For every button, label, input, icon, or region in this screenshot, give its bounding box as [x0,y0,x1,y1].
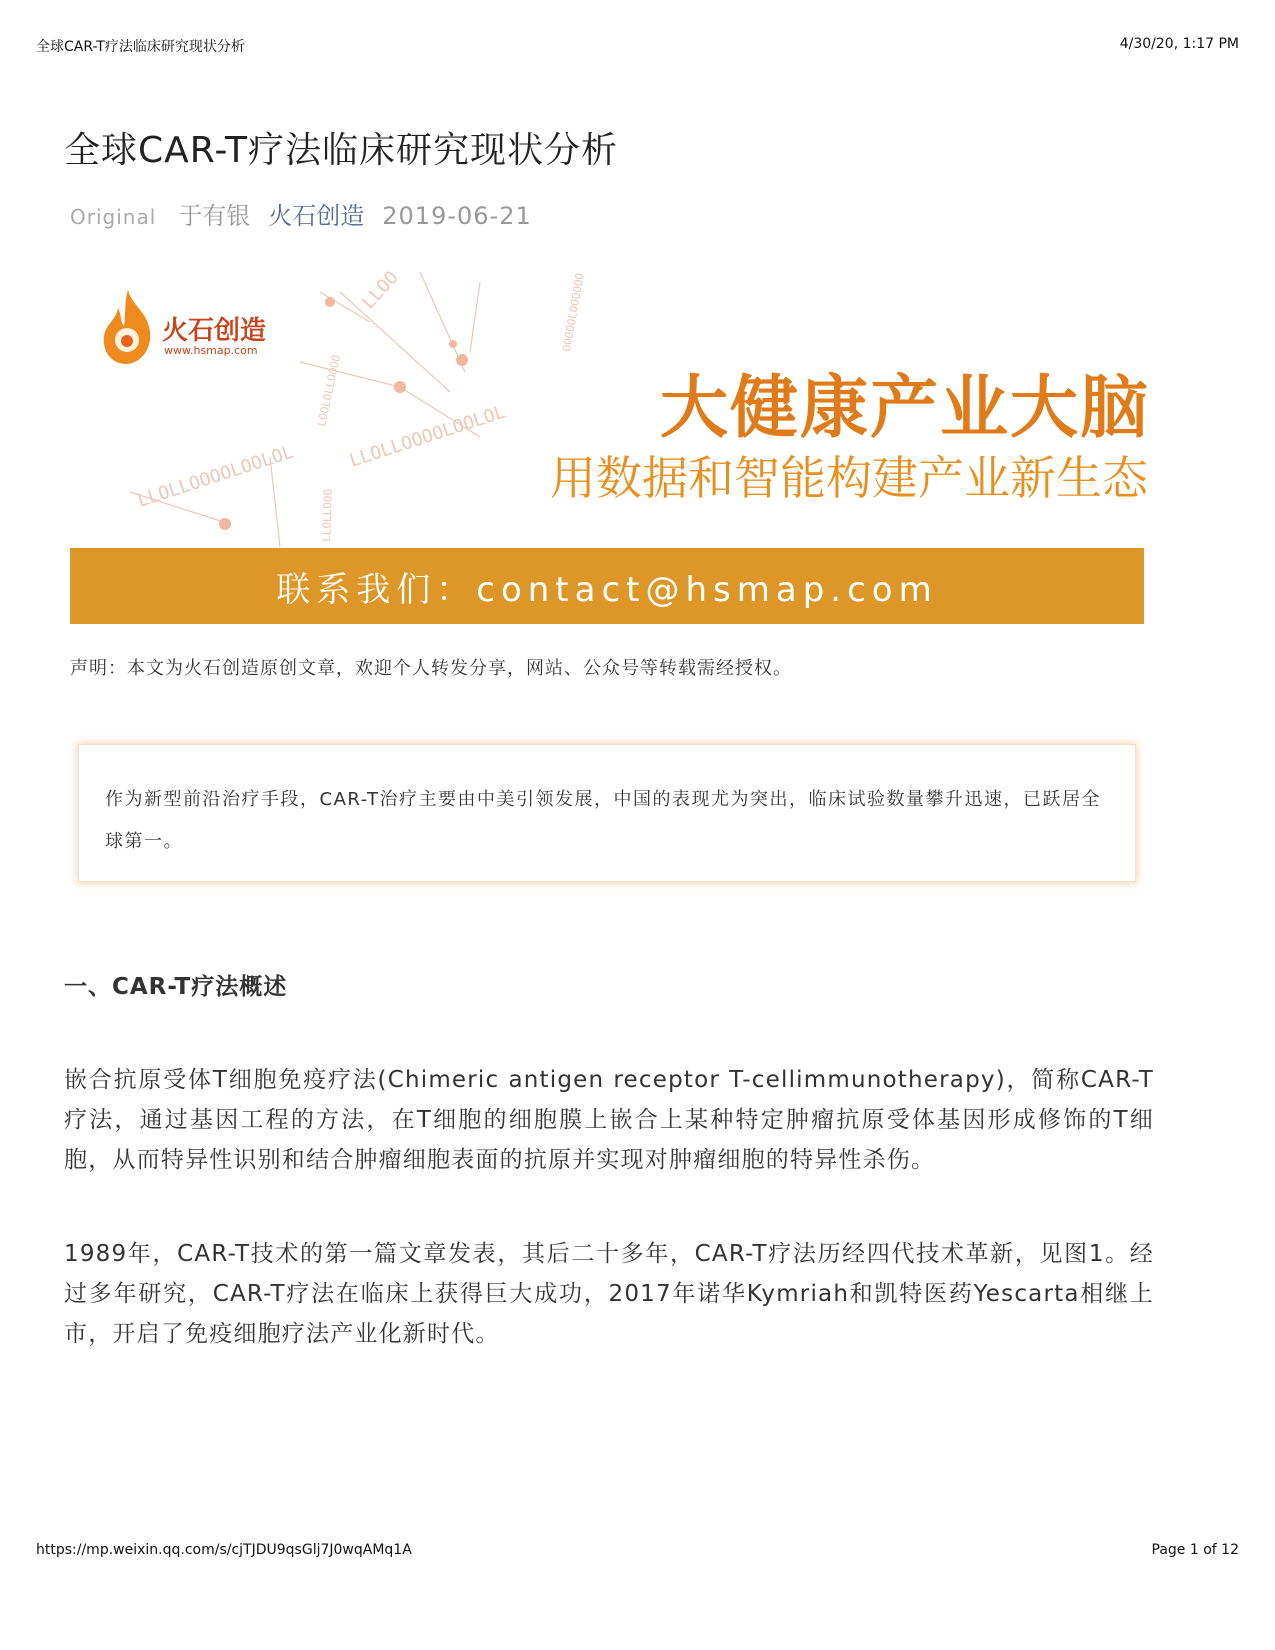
print-header-timestamp: 4/30/20, 1:17 PM [1119,36,1239,52]
banner-headline: 大健康产业大脑 [659,369,1150,448]
flame-icon [98,288,158,368]
logo-url: www.hsmap.com [164,344,258,357]
banner-subheadline: 用数据和智能构建产业新生态 [550,451,1148,505]
article-title: 全球CAR-T疗法临床研究现状分析 [64,130,618,171]
binary-string: LLOLLOOOOLOOLOL [347,401,509,472]
original-label: Original [70,205,157,229]
binary-string: LLOO [358,267,403,314]
print-footer [36,1542,1239,1558]
contact-bar: 联系我们：contact@hsmap.com [70,548,1144,624]
summary-text: 作为新型前沿治疗手段，CAR-T治疗主要由中美引领发展，中国的表现尤为突出，临床试验数量攀升迅速，已跃居全球第一。 [105,789,1101,852]
binary-string: OOOOOLOOOOOO [560,271,587,353]
binary-string: LOOLOLLOOOO [315,353,344,428]
article-meta [70,196,532,231]
section-heading: 一、CAR-T疗法概述 [64,974,288,1000]
binary-string: LLOLLOOOOLOOLOL [135,441,297,512]
body-paragraph: 嵌合抗原受体T细胞免疫疗法(Chimeric antigen receptor T-cellimmunotherapy)，简称CAR-T疗法，通过基因工程的方法，在T细胞的细胞膜上嵌合上某种特定肿瘤抗原受体基因形成修饰的T细胞，从而特异性识别和结合肿瘤细胞表面的抗原并实现对肿瘤细胞的特异性杀伤。 [64,1067,1154,1173]
banner-image [70,262,1200,547]
summary-box [78,744,1136,882]
publish-date: 2019-06-21 [382,202,532,230]
brand-logo [98,288,278,370]
account-link[interactable]: 火石创造 [268,202,365,230]
logo-name: 火石创造 [162,316,267,346]
print-header-title: 全球CAR-T疗法临床研究现状分析 [36,39,245,55]
disclaimer: 声明：本文为火石创造原创文章，欢迎个人转发分享，网站、公众号等转载需经授权。 [70,658,792,679]
page-number: Page 1 of 12 [1151,1542,1239,1558]
binary-string: LLOLLOOO [320,488,335,543]
print-header [36,36,1239,56]
author-name: 于有银 [178,202,251,230]
body-paragraph: 1989年，CAR-T技术的第一篇文章发表，其后二十多年，CAR-T疗法历经四代技术革新，见图1。经过多年研究，CAR-T疗法在临床上获得巨大成功，2017年诺华Kymriah和凯特医药Yescarta相继上市，开启了免疫细胞疗法产业化新时代。 [64,1241,1154,1347]
print-footer-url[interactable]: https://mp.weixin.qq.com/s/cjTJDU9qsGlj7J0wqAMq1A [36,1542,412,1558]
